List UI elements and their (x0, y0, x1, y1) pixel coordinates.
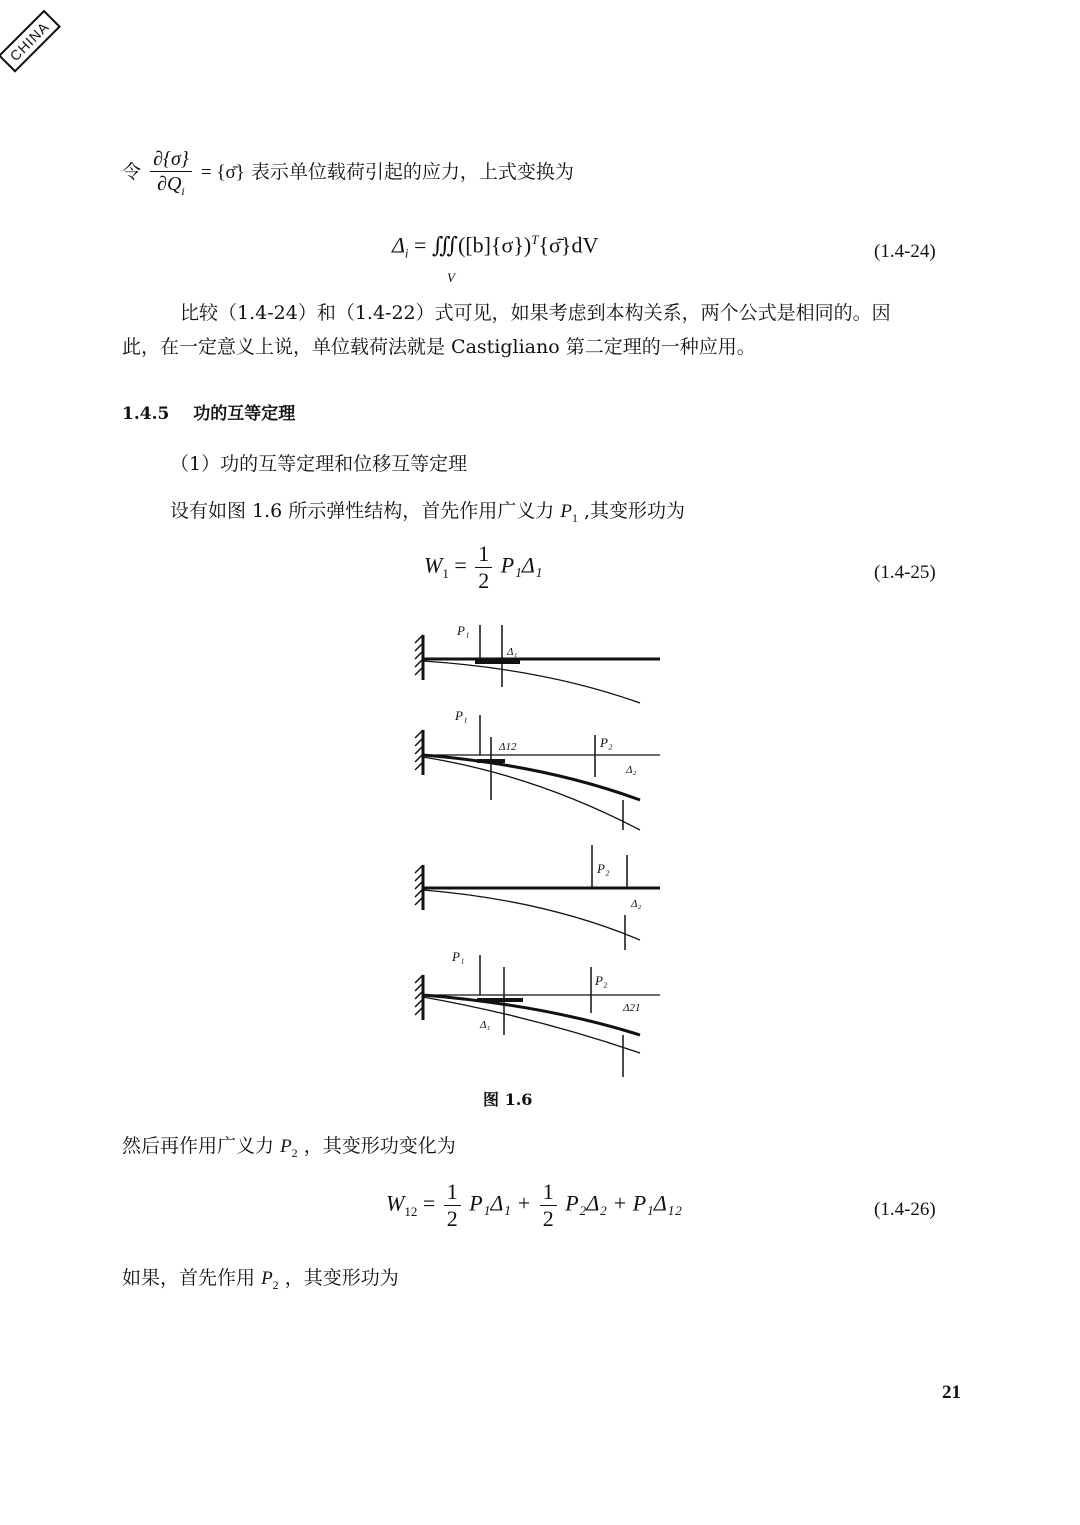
para2-text: 设有如图 1.6 所示弹性结构，首先作用广义力 (170, 500, 555, 522)
eq26-term1: P₁Δ₁ + (469, 1190, 532, 1216)
fig3-label-d2: Δ₂ (631, 898, 642, 910)
eq26-frac2-num: 1 (540, 1180, 557, 1206)
fig3-label-p2: P₂ (597, 861, 610, 876)
para3-var: P (280, 1136, 292, 1157)
page-number: 21 (942, 1382, 961, 1403)
para3-tail: ，其变形功变化为 (303, 1135, 456, 1157)
para1-line1: 比较（1.4-24）和（1.4-22）式可见，如果考虑到本构关系，两个公式是相同的。因 (180, 302, 891, 324)
para2 (170, 496, 685, 526)
subsection-title: （1）功的互等定理和位移互等定理 (170, 453, 468, 475)
fig4-label-d1: Δ₁ (480, 1019, 491, 1031)
intro-line (122, 148, 574, 198)
intro-frac-den: ∂Q (157, 173, 182, 195)
fig1-label-d1: Δ₁ (507, 646, 518, 658)
eq26-lhs: W (386, 1190, 405, 1216)
eq25-number: (1.4-25) (874, 562, 936, 583)
fig2-label-p2: P₂ (600, 735, 613, 750)
eq24-int-sub: V (447, 270, 455, 285)
figure-caption: 图 1.6 (483, 1090, 533, 1109)
para4-var: P (261, 1268, 273, 1289)
eq26-fraction-1 (444, 1180, 461, 1231)
figure-1-6 (395, 615, 675, 1085)
section-heading (122, 399, 295, 424)
equation-1-4-26 (386, 1180, 682, 1231)
intro-text: 表示单位载荷引起的应力，上式变换为 (250, 161, 574, 184)
para4 (122, 1263, 399, 1293)
eq26-frac1-num: 1 (444, 1180, 461, 1206)
fig-panel-2 (415, 708, 660, 830)
intro-frac-den-sub: i (181, 184, 185, 198)
china-stamp (0, 0, 90, 91)
fig-panel-4 (415, 949, 660, 1077)
fig2-label-p1: P₁ (455, 708, 468, 723)
para4-tail: ，其变形功为 (284, 1267, 399, 1289)
eq26-fraction-2 (540, 1180, 557, 1231)
eq25-lhs: W (424, 552, 443, 578)
para3-text: 然后再作用广义力 (122, 1135, 275, 1157)
eq26-eq: = (422, 1190, 436, 1216)
eq25-fraction (475, 542, 492, 593)
eq24-number: (1.4-24) (874, 241, 936, 262)
fig2-label-d12: Δ12 (499, 741, 517, 753)
para1-line2: 此，在一定意义上说，单位载荷法就是 Castigliano 第二定理的一种应用。 (122, 336, 756, 358)
eq25-lhs-sub: 1 (442, 566, 449, 582)
fig-panel-3 (415, 845, 660, 950)
section-title: 功的互等定理 (193, 404, 296, 424)
para2-var-sub: 1 (571, 510, 578, 525)
eq24-lhs-sub: i (404, 245, 409, 261)
para2-var: P (560, 501, 572, 522)
eq26-lhs-sub: 12 (404, 1204, 418, 1220)
fig1-label-p1: P₁ (457, 623, 470, 638)
intro-prefix: 令 (122, 161, 142, 184)
fig2-label-d2: Δ₂ (626, 764, 637, 776)
stamp-text: CHINA (0, 10, 61, 73)
para2-tail: ,其变形功为 (584, 500, 686, 522)
eq26-number: (1.4-26) (874, 1199, 936, 1220)
para3 (122, 1131, 456, 1161)
equation-1-4-25: $W_1$ = $\frac{1}{2}$ P₁Δ₁ (424, 541, 543, 594)
section-number: 1.4.5 (122, 404, 170, 424)
eq24-rhs-sup: T (531, 232, 539, 247)
para4-text: 如果，首先作用 (122, 1267, 256, 1289)
eq26-frac1-den: 2 (446, 1206, 458, 1232)
fig4-label-p2: P₂ (595, 973, 608, 988)
eq25-rhs: P₁Δ₁ (500, 552, 543, 578)
intro-frac-num: ∂{σ} (150, 148, 192, 172)
equation-1-4-24 (392, 232, 598, 262)
fig4-label-d21: Δ21 (623, 1002, 641, 1014)
eq24-lhs: Δ (392, 232, 405, 258)
eq25-frac-num: 1 (475, 542, 492, 568)
fig4-label-p1: P₁ (452, 949, 465, 964)
eq24-rhs-tail: {σ̄}dV (538, 232, 599, 258)
intro-eq-part: = {σ̄} (200, 162, 245, 184)
intro-fraction (150, 148, 192, 198)
eq24-rhs: = ∭([b]{σ}) (414, 232, 532, 258)
eq26-term2: P₂Δ₂ + P₁Δ₁₂ (565, 1190, 683, 1216)
para3-var-sub: 2 (291, 1145, 298, 1160)
eq25-frac-den: 2 (478, 568, 490, 594)
fig-panel-1 (415, 623, 660, 703)
para4-var-sub: 2 (272, 1277, 279, 1292)
eq26-frac2-den: 2 (542, 1206, 554, 1232)
